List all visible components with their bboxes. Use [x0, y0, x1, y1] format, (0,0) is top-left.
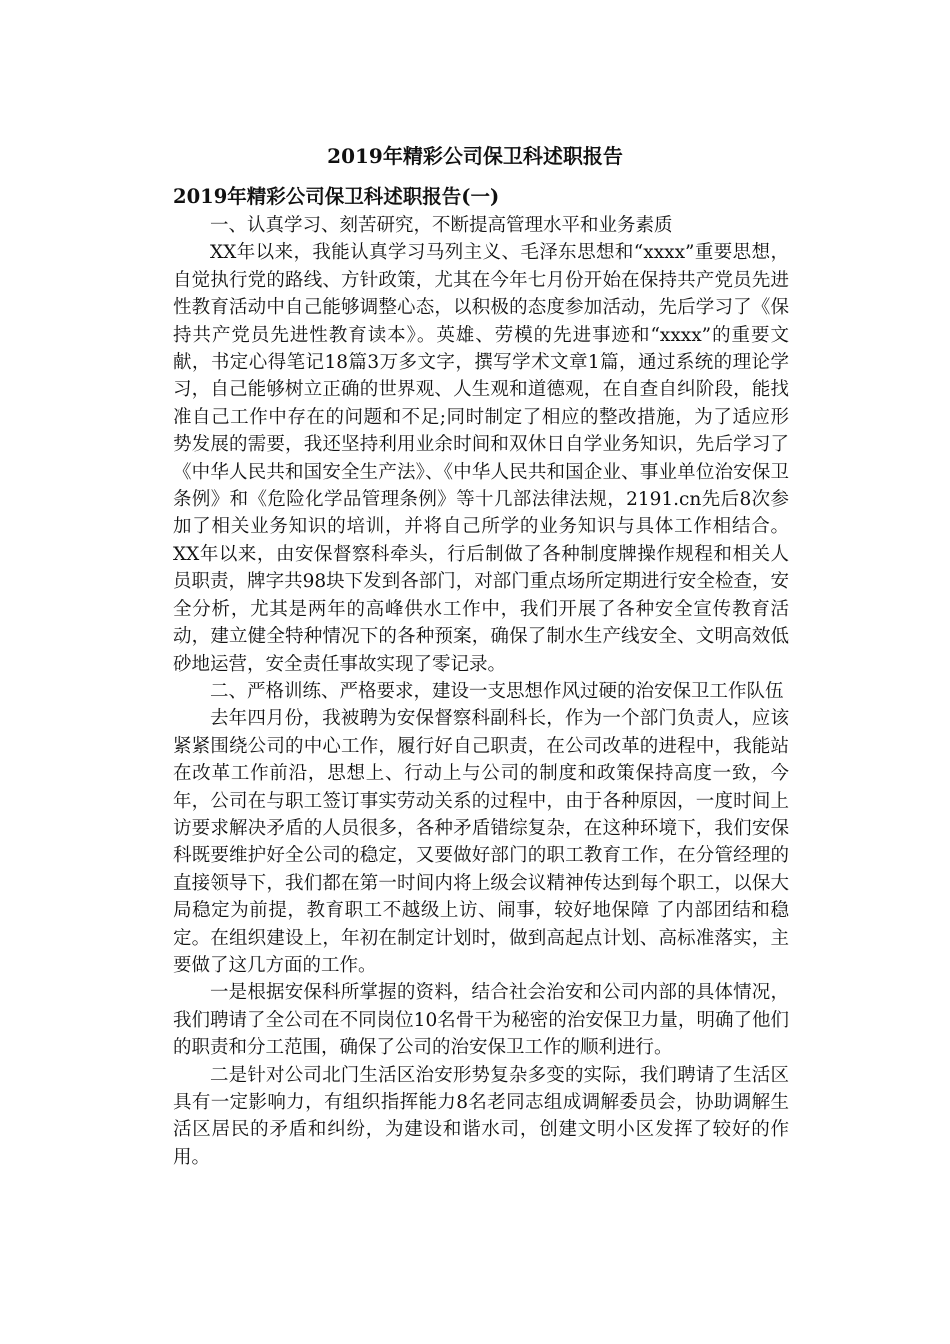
section-title: 2019年精彩公司保卫科述职报告(一) — [173, 185, 500, 208]
paragraph-heading-1: 一、认真学习、刻苦研究，不断提高管理水平和业务素质 — [210, 215, 673, 236]
paragraph-point-one: 一是根据安保科所掌握的资料，结合社会治安和公司内部的具体情况，我们聘请了全公司在不同岗位10名骨干为秘密的治安保卫力量，明确了他们的职责和分工范围，确保了公司的治安保卫工作的顺利进行。 — [173, 982, 789, 1059]
paragraph-point-two: 二是针对公司北门生活区治安形势复杂多变的实际，我们聘请了生活区具有一定影响力，有组织指挥能力8名老同志组成调解委员会，协助调解生活区居民的矛盾和纠纷，为建设和谐水司，创建文明小区发挥了较好的作用。 — [173, 1064, 789, 1168]
paragraph-team-building: 去年四月份，我被聘为安保督察科副科长，作为一个部门负责人，应该紧紧围绕公司的中心工作，履行好自己职责，在公司改革的进程中，我能站在改革工作前沿，思想上、行动上与公司的制度和政策保持高度一致，今年，公司在与职工签订事实劳动关系的过程中，由于各种原因，一度时间上访要求解决矛盾的人员很多，各种矛盾错综复杂，在这种环境下，我们安保科既要维护好全公司的稳定，又要做好部门的职工教育工作，在分管经理的直接领导下，我们都在第一时间内将上级会议精神传达到每个职工，以保大局稳定为前提，教育职工不越级上访、闹事，较好地保障 了内部团结和稳定。在组织建设上，年初在制定计划时，做到高起点计划、高标准落实，主要做了这几方面的工作。 — [173, 708, 789, 976]
document-title: 2019年精彩公司保卫科述职报告 — [327, 144, 623, 168]
document-body — [173, 181, 789, 1171]
paragraph-study: XX年以来，我能认真学习马列主义、毛泽东思想和“xxxx”重要思想，自觉执行党的路线、方针政策，尤其在今年七月份开始在保持共产党员先进性教育活动中自己能够调整心态，以积极的态度参加活动，先后学习了《保持共产党员先进性教育读本》。英雄、劳模的先进事迹和“xxxx”的重要文献，书定心得笔记18篇3万多文字，撰写学术文章1篇，通过系统的理论学习，自己能够树立正确的世界观、人生观和道德观，在自查自纠阶段，能找准自己工作中存在的问题和不足;同时制定了相应的整改措施，为了适应形势发展的需要，我还坚持利用业余时间和双休日自学业务知识，先后学习了《中华人民共和国安全生产法》、《中华人民共和国企业、事业单位治安保卫条例》和《危险化学品管理条例》等十几部法律法规，2191.cn先后8次参加了相关业务知识的培训，并将自己所学的业务知识与具体工作相结合。XX年以来，由安保督察科牵头，行后制做了各种制度牌操作规程和相关人员职责，牌字共98块下发到各部门，对部门重点场所定期进行安全检查，安全分析，尤其是两年的高峰供水工作中，我们开展了各种安全宣传教育活动，建立健全特种情况下的各种预案，确保了制水生产线安全、文明高效低砂地运营，安全责任事故实现了零记录。 — [173, 242, 789, 675]
paragraph-heading-2: 二、严格训练、严格要求，建设一支思想作风过硬的治安保卫工作队伍 — [210, 680, 784, 702]
